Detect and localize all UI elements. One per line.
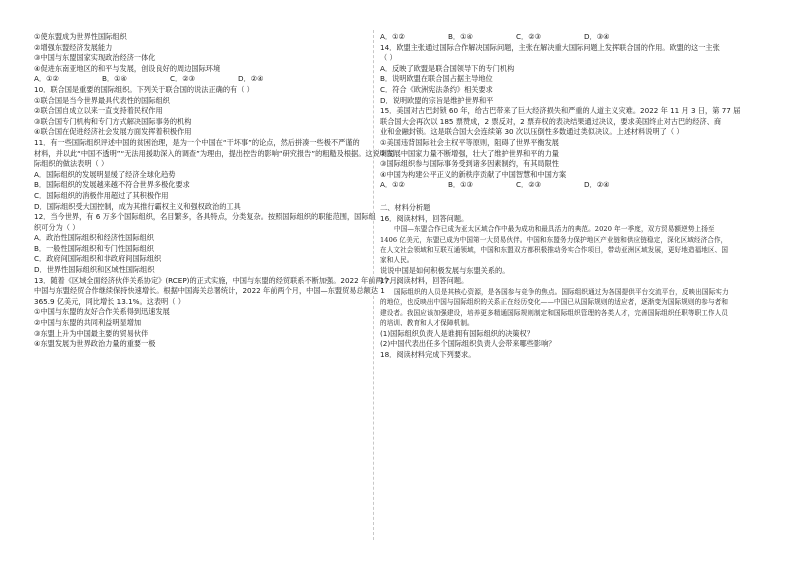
statement: ①中国与东盟的友好合作关系得到迅速发展: [34, 307, 170, 317]
statement: ①联合国是当今世界最具代表性的国际组织: [34, 95, 170, 105]
left-column: [34, 32, 405, 350]
question-14: 14．欧盟主张通过国际合作解决国际问题，主张在解决重大国际问题上发挥联合国的作用。欧盟的这一主张: [380, 42, 720, 52]
question-16-ask: 说说中国是如何积极发展与东盟关系的。: [380, 265, 510, 275]
statement: ①使东盟成为世界性国际组织: [34, 32, 127, 41]
option-c: C．②③: [170, 74, 196, 84]
statement: ④中国为构建公平正义的新秩序贡献了中国智慧和中国方案: [380, 169, 567, 179]
statement: ②发展中国家力量不断增强，壮大了维护世界和平的力量: [380, 148, 559, 158]
statement: ③中国与东盟国家实现政治经济一体化: [34, 53, 156, 63]
question-10: 10．联合国是重要的国际组织。下列关于联合国的说法正确的有（ ）: [34, 84, 254, 94]
option-d: D．②④: [584, 180, 610, 190]
statement: ④促进东南亚地区的和平与发展，创设良好的周边国际环境: [34, 63, 221, 73]
answer-options: [380, 180, 732, 191]
option-d: D．②④: [238, 74, 264, 84]
section-heading: 二、材料分析题: [380, 202, 431, 212]
statement: ②增强东盟经济发展能力: [34, 42, 113, 52]
option-b: B．国际组织的发展越来越不符合世界多极化要求: [34, 180, 190, 190]
statement: ①美国违背国际社会主权平等原则，阻碍了世界平衡发展: [380, 137, 559, 147]
statement: ③国际组织参与国际事务受到诸多因素制约，有其局限性: [380, 159, 559, 169]
statement: ④联合国在促进经济社会发展方面发挥着积极作用: [34, 127, 192, 137]
statement: ③联合国专门机构和专门方式解决国际事务的机构: [34, 116, 192, 126]
option-a: A．政治性国际组织和经济性国际组织: [34, 233, 154, 243]
question-11-cont: 际组织的做法表明（ ）: [34, 159, 109, 169]
question-13-cont: 中国与东盟经贸合作继续保持快速增长。根据中国海关总署统计，2022 年前两个月，中国—东盟贸易总额达 1: [34, 286, 385, 296]
statement: ②联合国自成立以来一直支持着民权作用: [34, 106, 163, 116]
option-b: B．①④: [102, 74, 128, 84]
question-12: 12．当今世界，有 6 万多个国际组织，名目繁多，各具特点，分类复杂。按照国际组织的职能范围，国际组: [34, 212, 376, 222]
option-b: B．①③: [448, 180, 474, 190]
sub-question: (1)国际组织负责人是谁拥有国际组织的决策权？: [380, 328, 534, 338]
material-text: 国际组织的人员是其核心资源，是各国参与竞争的焦点。国际组织通过为各国提供平台交流平台，反映出国际实力的地位，也反映出中国与国际组织的关系正在经历变化——中国已从国际规则的适应者，逐渐变为国际规则的参与者和建设者。我国应该加强建设，培养更多精通国际规则制定和国际组织管理的各类人才，完善国际组织任职等职工作人员的培训、教育和人才保障机制。: [380, 287, 729, 328]
option-d: D．说明欧盟的宗旨是维护世界和平: [380, 95, 494, 105]
question-16: 16．阅读材料，回答问题。: [380, 213, 469, 223]
option-c: C．政府间国际组织和非政府间国际组织: [34, 254, 162, 264]
option-c: C．②③: [516, 180, 542, 190]
statement: ④东盟发展为世界政治力量的重要一极: [34, 339, 156, 349]
option-d: D．世界性国际组织和区域性国际组织: [34, 265, 155, 275]
question-15-cont: 联合国大会再次以 185 票赞成，2 票反对，2 票弃权的表决结果通过决议，要求美国终止对古巴的经济、商: [380, 116, 722, 126]
option-a: A．①②: [380, 180, 405, 190]
sub-question: (2)中国代表出任多个国际组织负责人会带来哪些影响？: [380, 339, 556, 349]
statement: ③东盟上升为中国最主要的贸易伙伴: [34, 328, 149, 338]
question-12-cont: 织可分为（ ）: [34, 222, 80, 232]
option-a: A．国际组织的发展明显缓了经济全球化趋势: [34, 169, 176, 179]
answer-options: [34, 74, 386, 85]
option-b: B．一般性国际组织和专门性国际组织: [34, 243, 154, 253]
question-11: 11．有一些国际组织评述中国的贫困治理，是为一个中国在“干坏事”的论点，然后拼凑一些极不严谨的: [34, 137, 360, 147]
question-15: 15．美国对古巴封锁 60 年，给古巴带来了巨大经济损失和严重的人道主义灾难。2022 年 11 月 3 日，第 77 届: [380, 106, 741, 116]
option-c: C．②③: [516, 32, 542, 41]
column-divider: [373, 30, 374, 540]
option-a: A．①②: [34, 74, 59, 84]
option-b: B．说明欧盟在联合国占据主导地位: [380, 74, 493, 84]
question-13-cont: 365.9 亿美元，同比增长 13.1%。这表明（ ）: [34, 296, 185, 306]
option-c: C．符合《欧洲宪法条约》相关要求: [380, 84, 493, 94]
option-c: C．国际组织的消极作用超过了其积极作用: [34, 190, 169, 200]
option-d: D．国际组织受大国控制，成为其推行霸权主义和强权政治的工具: [34, 201, 241, 211]
question-18: 18．阅读材料完成下列要求。: [380, 349, 476, 359]
statement: ②中国与东盟的共同利益明显增加: [34, 318, 142, 328]
right-column: [380, 32, 741, 360]
question-13: 13．随着《区域全面经济伙伴关系协定》(RCEP)的正式实施，中国与东盟的经贸联系不断加强。2022 年前两个月，: [34, 275, 405, 285]
question-11-cont: 材料，并以此“中国不透明”“无法用援助深入的调查”为理由，提出控告的影响“研究报告”的粗糙及根据。这说明国: [34, 148, 395, 158]
option-b: B．①④: [448, 32, 474, 41]
option-a: A．①②: [380, 32, 405, 41]
option-d: D．③④: [584, 32, 610, 41]
answer-options: [380, 32, 732, 43]
material-text: 中国—东盟合作已成为亚太区域合作中最为成功和最具活力的典范。2020 年一季度，双方贸易额逆势上扬至 1406 亿美元，东盟已成为中国第一大贸易伙伴。中国和东盟务力保护地区产业链和供应链稳定，深化区域经济合作，在人文社会领域和互联互通领域，中国和东盟双方都积极推动务实合作项目，带动亚洲区域发展，更好地造福地区、国家和人民。: [380, 225, 729, 265]
question-14-cont: （ ）: [380, 53, 397, 63]
option-a: A．反映了欧盟是联合国领导下的专门机构: [380, 63, 515, 73]
question-15-cont: 业和金融封锁。这是联合国大会连续第 30 次以压倒性多数通过类似决议。上述材料说明了（ ）: [380, 127, 684, 137]
question-17: 17．阅读材料，回答问题。: [380, 276, 469, 286]
